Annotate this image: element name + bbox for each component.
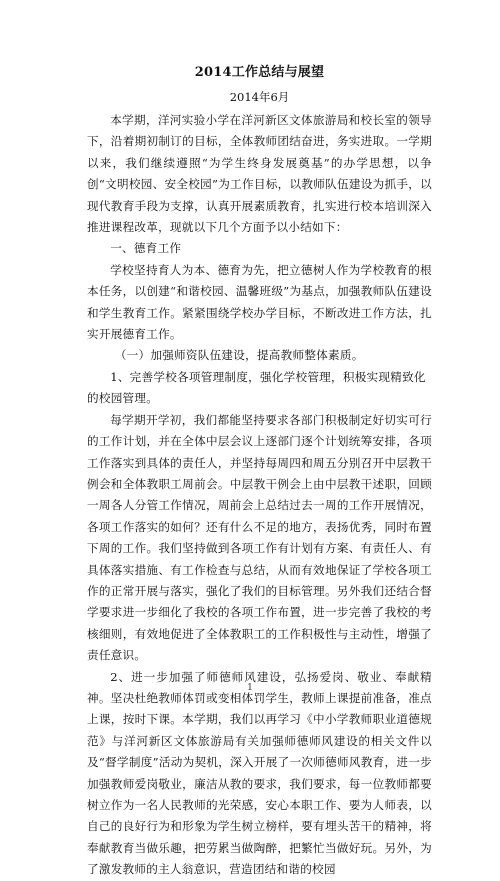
item-paragraph-ethics: 2、进一步加强了师德师风建设，弘扬爱岗、敬业、奉献精神。坚决杜绝教师体罚或变相体罚学生，教师上课提前准备，准点上课，按时下课。本学期，我们以再学习《中小学教师职业道德规范》与洋河新区文体旅游局有关加强师德师风建设的相关文件以及“督学制度”活动为契机，深入开展了一次师德师风教育，进一步加强教师爱岗敬业，廉洁从教的要求，我们要求，每一位教师都要树立作为一名人民教师的光荣感，安心本职工作、要为人师表，以自己的良好行为和形象为学生树立榜样，要有埋头苦干的精神，将奉献教育当做乐趣，把劳累当做陶醉，把繁忙当做好玩。另外，为了激发教师的主人翁意识，营造团结和谐的校园 [87,669,432,877]
subsection-heading-teacher-team: （一）加强师资队伍建设，提高教师整体素质。 [114,348,364,363]
document-body [87,64,432,881]
item-paragraph-management: 每学期开学初，我们都能坚持要求各部门积极制定好切实可行的工作计划，并在全体中层会议上逐部门逐个计划统筹安排，各项工作落实到具体的责任人，并坚持每周四和周五分别召开中层教干例会和全体教职工周前会。中层教干例会上由中层教干述职，回顾一周各人分管工作情况，周前会上总结过去一周的工作开展情况，各项工作落实的如何？还有什么不足的地方，表扬优秀，同时布置下周的工作。我们坚持做到各项工作有计划有方案、有责任人、有具体落实措施、有工作检查与总结，从而有效地保证了学校各项工作的正常开展与落实，强化了我们的目标管理。另外我们还结合督学要求进一步细化了我校的各项工作布置，进一步完善了我校的考核细则，有效地促进了全体教职工的工作积极性与主动性，增强了责任意识。 [87,412,432,663]
section-paragraph-moral-education: 学校坚持育人为本、德育为先，把立德树人作为学校教育的根本任务，以创建“和谐校园、温馨班级”为基点，加强教师队伍建设和学生教育工作。紧紧围绕学校办学目标，不断改进工作方法，扎实开展德育工作。 [87,262,432,342]
section-heading-moral-education: 一、德育工作 [110,241,182,256]
document-title: 2014工作总结与展望 [194,65,325,80]
page-number: 1 [247,683,253,693]
item-heading-management: 1、完善学校各项管理制度，强化学校管理，积极实现精致化的校园管理。 [87,369,426,406]
document-date: 2014年6月 [229,90,290,104]
intro-paragraph: 本学期，洋河实验小学在洋河新区文体旅游局和校长室的领导下，沿着期初制订的目标，全体教师团结奋进，务实进取。一学期以来，我们继续遵照“为学生终身发展奠基”的办学思想，以争创“文明校园、安全校园”为工作目标，以教师队伍建设为抓手，以现代教育手段为支撑，认真开展素质教育，扎实进行校本培训深入推进课程改革，现就以下几个方面予以小结如下： [87,113,432,235]
